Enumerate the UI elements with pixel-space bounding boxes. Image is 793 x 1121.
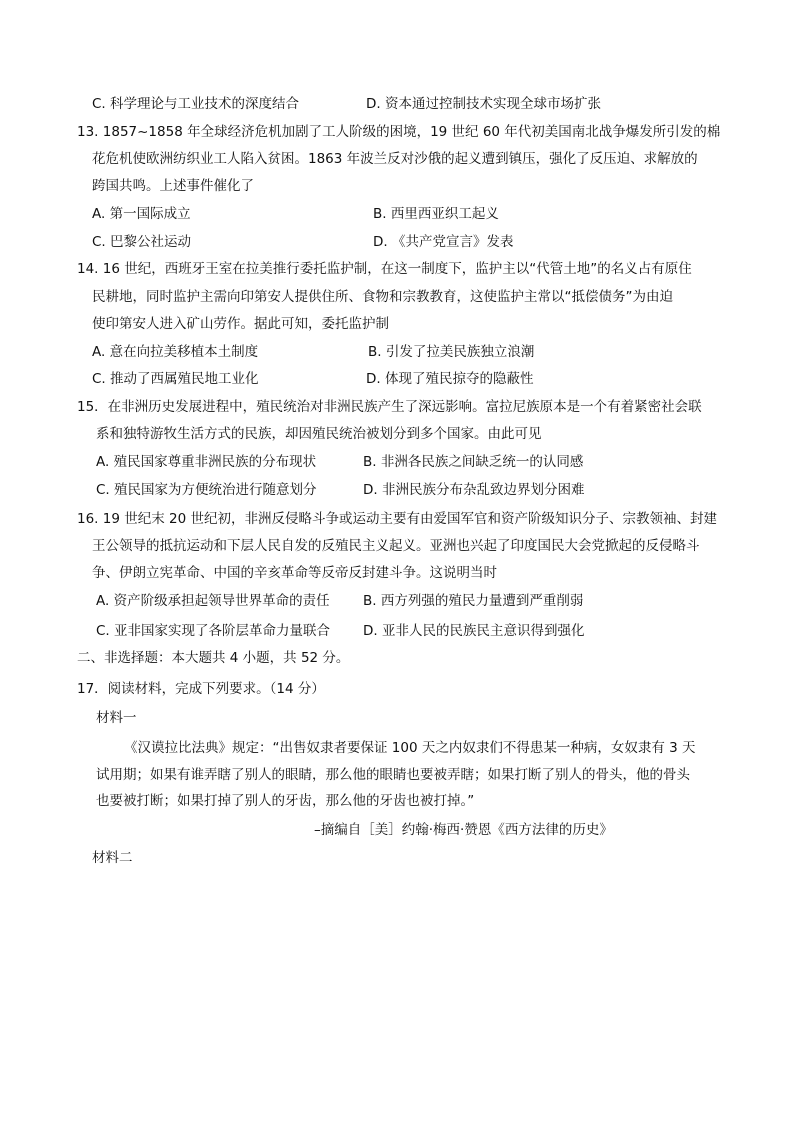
q14-stem-line-3: 使印第安人进入矿山劳作。据此可知，委托监护制 — [92, 316, 389, 332]
q16-option-b: B. 西方列强的殖民力量遭到严重削弱 — [363, 593, 584, 609]
q14-option-b: B. 引发了拉美民族独立浪潮 — [368, 344, 535, 360]
q12-option-d: D. 资本通过控制技术实现全球市场扩张 — [366, 96, 601, 112]
q13-stem-line-1: 13. 1857~1858 年全球经济危机加剧了工人阶级的困境，19 世纪 60 年代初美国南北战争爆发所引发的棉 — [77, 124, 721, 140]
q16-option-c: C. 亚非国家实现了各阶层革命力量联合 — [96, 623, 331, 639]
q16-stem-line-1: 16. 19 世纪末 20 世纪初，非洲反侵略斗争或运动主要有由爱国军官和资产阶级知识分子、宗教领袖、封建 — [77, 511, 717, 527]
q16-option-d: D. 亚非人民的民族民主意识得到强化 — [363, 623, 585, 639]
q14-stem-line-1: 14. 16 世纪，西班牙王室在拉美推行委托监护制，在这一制度下，监护主以“代管土地”的名义占有原住 — [77, 261, 692, 277]
q15-option-a: A. 殖民国家尊重非洲民族的分布现状 — [96, 454, 317, 470]
q17-material-1-line-1: 《汉谟拉比法典》规定：“出售奴隶者要保证 100 天之内奴隶们不得患某一种病，女奴隶有 3 天 — [124, 740, 696, 756]
q16-option-a: A. 资产阶级承担起领导世界革命的责任 — [96, 593, 330, 609]
q13-option-a: A. 第一国际成立 — [92, 206, 191, 222]
section-2-heading: 二、非选择题：本大题共 4 小题，共 52 分。 — [77, 650, 350, 666]
q13-option-b: B. 西里西亚织工起义 — [373, 206, 499, 222]
q14-stem-line-2: 民耕地，同时监护主需向印第安人提供住所、食物和宗教教育，这使监护主常以“抵偿债务”为由迫 — [92, 289, 673, 305]
q17-material-1-line-3: 也要被打断；如果打掉了别人的牙齿，那么他的牙齿也被打掉。” — [96, 793, 475, 809]
q17-material-1-source: –摘编自［美］约翰·梅西·赞恩《西方法律的历史》 — [314, 822, 613, 838]
q12-option-c: C. 科学理论与工业技术的深度结合 — [92, 96, 300, 112]
q17-material-1-label: 材料一 — [96, 710, 137, 726]
q17-material-2-label: 材料二 — [92, 850, 133, 866]
q14-option-d: D. 体现了殖民掠夺的隐蔽性 — [366, 371, 534, 387]
q14-option-a: A. 意在向拉美移植本土制度 — [92, 344, 259, 360]
q16-stem-line-2: 王公领导的抵抗运动和下层人民自发的反殖民主义起义。亚洲也兴起了印度国民大会党掀起的反侵略斗 — [92, 538, 700, 554]
q14-option-c: C. 推动了西属殖民地工业化 — [92, 371, 259, 387]
q15-option-b: B. 非洲各民族之间缺乏统一的认同感 — [363, 454, 584, 470]
q15-option-d: D. 非洲民族分布杂乱致边界划分困难 — [363, 482, 585, 498]
q17-intro: 17．阅读材料，完成下列要求。（14 分） — [77, 681, 325, 697]
q13-stem-line-3: 跨国共鸣。上述事件催化了 — [92, 178, 254, 194]
q13-stem-line-2: 花危机使欧洲纺织业工人陷入贫困。1863 年波兰反对沙俄的起义遭到镇压，强化了反压迫、求解放的 — [92, 151, 698, 167]
q13-option-c: C. 巴黎公社运动 — [92, 234, 192, 250]
q16-stem-line-3: 争、伊朗立宪革命、中国的辛亥革命等反帝反封建斗争。这说明当时 — [92, 565, 497, 581]
q15-stem-line-2: 系和独特游牧生活方式的民族，却因殖民统治被划分到多个国家。由此可见 — [96, 426, 542, 442]
q15-stem-line-1: 15．在非洲历史发展进程中，殖民统治对非洲民族产生了深远影响。富拉尼族原本是一个有着紧密社会联 — [77, 399, 702, 415]
q15-option-c: C. 殖民国家为方便统治进行随意划分 — [96, 482, 317, 498]
q13-option-d: D. 《共产党宣言》发表 — [373, 234, 514, 250]
q17-material-1-line-2: 试用期；如果有谁弄瞎了别人的眼睛，那么他的眼睛也要被弄瞎；如果打断了别人的骨头，他的骨头 — [96, 767, 690, 783]
